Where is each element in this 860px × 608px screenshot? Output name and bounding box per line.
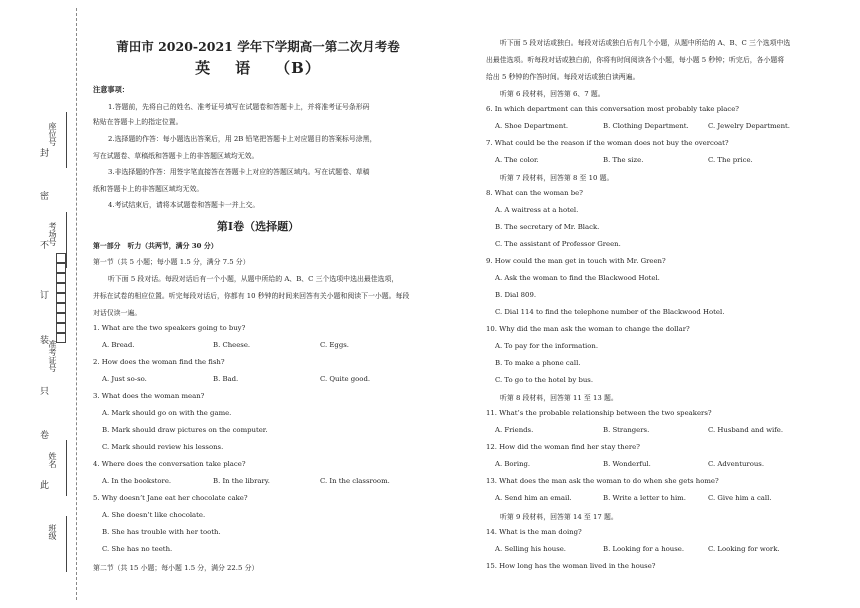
option-b: B. Cheese.: [213, 341, 251, 349]
question-5: 5. Why doesn’t Jane eat her chocolate cake?: [93, 494, 248, 502]
notes-line: 写在试题卷、草稿纸和答题卡上的非答题区域均无效。: [93, 152, 259, 160]
section-title: 第Ⅰ卷（选择题）: [216, 220, 300, 233]
name-line: [66, 440, 67, 496]
option-b: B. Wonderful.: [603, 460, 651, 468]
option-c: C. The price.: [708, 156, 753, 164]
notes-heading: 注意事项：: [93, 85, 129, 94]
question-7: 7. What could be the reason if the woman does not buy the overcoat?: [486, 139, 729, 147]
question-1: 1. What are the two speakers going to buy?: [93, 324, 246, 332]
instruction-line: 听下面 5 段对话。每段对话后有一个小题，从题中所给的 A、B、C 三个选项中选出最佳选项，: [108, 275, 399, 283]
option-b: B. The secretary of Mr. Black.: [495, 223, 600, 231]
material-note: 听第 7 段材料，回答第 8 至 10 题。: [500, 174, 614, 182]
option-c: C. She has no teeth.: [102, 545, 173, 553]
question-6: 6. In which department can this conversation most probably take place?: [486, 105, 739, 113]
subsection-heading: 第一节（共 5 小题；每小题 1.5 分，满分 7.5 分）: [93, 258, 250, 266]
instruction-line: 对话仅读一遍。: [93, 309, 142, 317]
option-a: A. Selling his house.: [495, 545, 567, 553]
question-2: 2. How does the woman find the fish?: [93, 358, 225, 366]
option-c: C. Mark should review his lessons.: [102, 443, 224, 451]
option-a: A. Mark should go on with the game.: [102, 409, 232, 417]
seal-char: 密: [40, 192, 50, 202]
option-a: A. Friends.: [495, 426, 534, 434]
option-c: C. Husband and wife.: [708, 426, 784, 434]
seal-char: 不: [40, 241, 50, 251]
binding-margin: [0, 0, 90, 608]
option-a: A. Send him an email.: [495, 494, 572, 502]
option-a: A. A waitress at a hotel.: [495, 206, 579, 214]
seal-char: 装: [40, 336, 50, 346]
instruction-line: 并标在试卷的相应位置。听完每段对话后，你都有 10 秒钟的时间来回答有关小题和阅读下一小题。每段: [93, 292, 410, 300]
material-note: 听第 8 段材料，回答第 11 至 13 题。: [500, 394, 618, 402]
part-heading: 第一部分 听力（共两节，满分 30 分）: [93, 242, 218, 250]
question-13: 13. What does the man ask the woman to do when she gets home?: [486, 477, 719, 485]
admission-number-label: 准考证号: [48, 340, 57, 372]
seat-number-label: 座位号: [48, 122, 57, 146]
exam-room-label: 考场号: [48, 222, 57, 246]
notes-line: 3.非选择题的作答：用签字笔直接答在答题卡上对应的答题区域内。写在试题卷、草稿: [108, 168, 370, 176]
notes-line: 4.考试结束后，请将本试题卷和答题卡一并上交。: [108, 201, 260, 209]
question-3: 3. What does the woman mean?: [93, 392, 205, 400]
seal-char: 此: [40, 481, 50, 491]
option-c: C. The assistant of Professor Green.: [495, 240, 621, 248]
question-10: 10. Why did the man ask the woman to change the dollar?: [486, 325, 690, 333]
option-b: B. She has trouble with her tooth.: [102, 528, 221, 536]
option-b: B. The size.: [603, 156, 644, 164]
seal-char: 只: [40, 387, 50, 397]
option-c: C. Adventurous.: [708, 460, 765, 468]
option-a: A. She doesn’t like chocolate.: [102, 511, 206, 519]
option-b: B. Dial 809.: [495, 291, 537, 299]
option-a: A. Ask the woman to find the Blackwood Hotel.: [495, 274, 660, 282]
seal-char: 卷: [40, 431, 50, 441]
seal-char: 封: [40, 149, 50, 159]
option-a: A. To pay for the information.: [495, 342, 599, 350]
question-4: 4. Where does the conversation take place?: [93, 460, 246, 468]
option-c: C. Give him a call.: [708, 494, 772, 502]
option-a: A. Bread.: [102, 341, 135, 349]
notes-line: 1.答题前，先将自己的姓名、准考证号填写在试题卷和答题卡上，并将准考证号条形码: [108, 103, 370, 111]
subject-char-2: 语: [235, 59, 252, 77]
option-c: C. Eggs.: [320, 341, 349, 349]
admission-number-boxes: [56, 253, 68, 343]
option-b: B. Clothing Department.: [603, 122, 689, 130]
option-b: B. Mark should draw pictures on the computer.: [102, 426, 268, 434]
subject-version: （B）: [275, 59, 321, 77]
subsection-heading: 第二节（共 15 小题；每小题 1.5 分，满分 22.5 分）: [93, 564, 259, 572]
option-b: B. Write a letter to him.: [603, 494, 686, 502]
seal-char: 订: [40, 291, 50, 301]
class-line: [66, 516, 67, 572]
subject-char-1: 英: [195, 59, 212, 77]
option-b: B. Looking for a house.: [603, 545, 685, 553]
question-15: 15. How long has the woman lived in the house?: [486, 562, 656, 570]
material-note: 听第 6 段材料，回答第 6、7 题。: [500, 90, 605, 98]
subject-title: [93, 57, 423, 78]
instruction-line: 出最佳选项。听每段对话或独白前，你将有时间阅读各个小题，每小题 5 秒钟；听完后，各小题将: [486, 56, 785, 64]
option-c: C. Looking for work.: [708, 545, 780, 553]
question-11: 11. What’s the probable relationship between the two speakers?: [486, 409, 712, 417]
notes-line: 纸和答题卡上的非答题区域均无效。: [93, 185, 204, 193]
option-b: B. Strangers.: [603, 426, 650, 434]
option-c: C. To go to the hotel by bus.: [495, 376, 594, 384]
instruction-line: 听下面 5 段对话或独白。每段对话或独白后有几个小题，从题中所给的 A、B、C 三个选项中选: [500, 39, 791, 47]
notes-line: 粘贴在答题卡上的指定位置。: [93, 118, 183, 126]
option-a: A. The color.: [495, 156, 539, 164]
question-12: 12. How did the woman find her stay there?: [486, 443, 640, 451]
instruction-line: 给出 5 秒钟的作答时间。每段对话或独白读两遍。: [486, 73, 640, 81]
option-c: C. Quite good.: [320, 375, 371, 383]
option-b: B. To make a phone call.: [495, 359, 581, 367]
option-a: A. Shoe Department.: [495, 122, 569, 130]
option-c: C. Jewelry Department.: [708, 122, 790, 130]
option-c: C. In the classroom.: [320, 477, 390, 485]
option-a: A. In the bookstore.: [102, 477, 172, 485]
material-note: 听第 9 段材料，回答第 14 至 17 题。: [500, 513, 618, 521]
seat-number-line: [66, 112, 67, 168]
name-label: 姓名: [48, 452, 57, 468]
option-b: B. Bad.: [213, 375, 239, 383]
question-9: 9. How could the man get in touch with Mr. Green?: [486, 257, 666, 265]
binding-dashed-line: [76, 8, 77, 600]
question-14: 14. What is the man doing?: [486, 528, 582, 536]
option-b: B. In the library.: [213, 477, 270, 485]
class-label: 班级: [48, 524, 57, 540]
option-a: A. Just so-so.: [102, 375, 147, 383]
option-a: A. Boring.: [495, 460, 531, 468]
exam-title: 莆田市 2020-2021 学年下学期高一第二次月考卷: [116, 39, 400, 54]
question-8: 8. What can the woman be?: [486, 189, 583, 197]
option-c: C. Dial 114 to find the telephone number of the Blackwood Hotel.: [495, 308, 725, 316]
notes-line: 2.选择题的作答：每小题选出答案后，用 2B 铅笔把答题卡上对应题目的答案标号涂黑，: [108, 135, 377, 143]
